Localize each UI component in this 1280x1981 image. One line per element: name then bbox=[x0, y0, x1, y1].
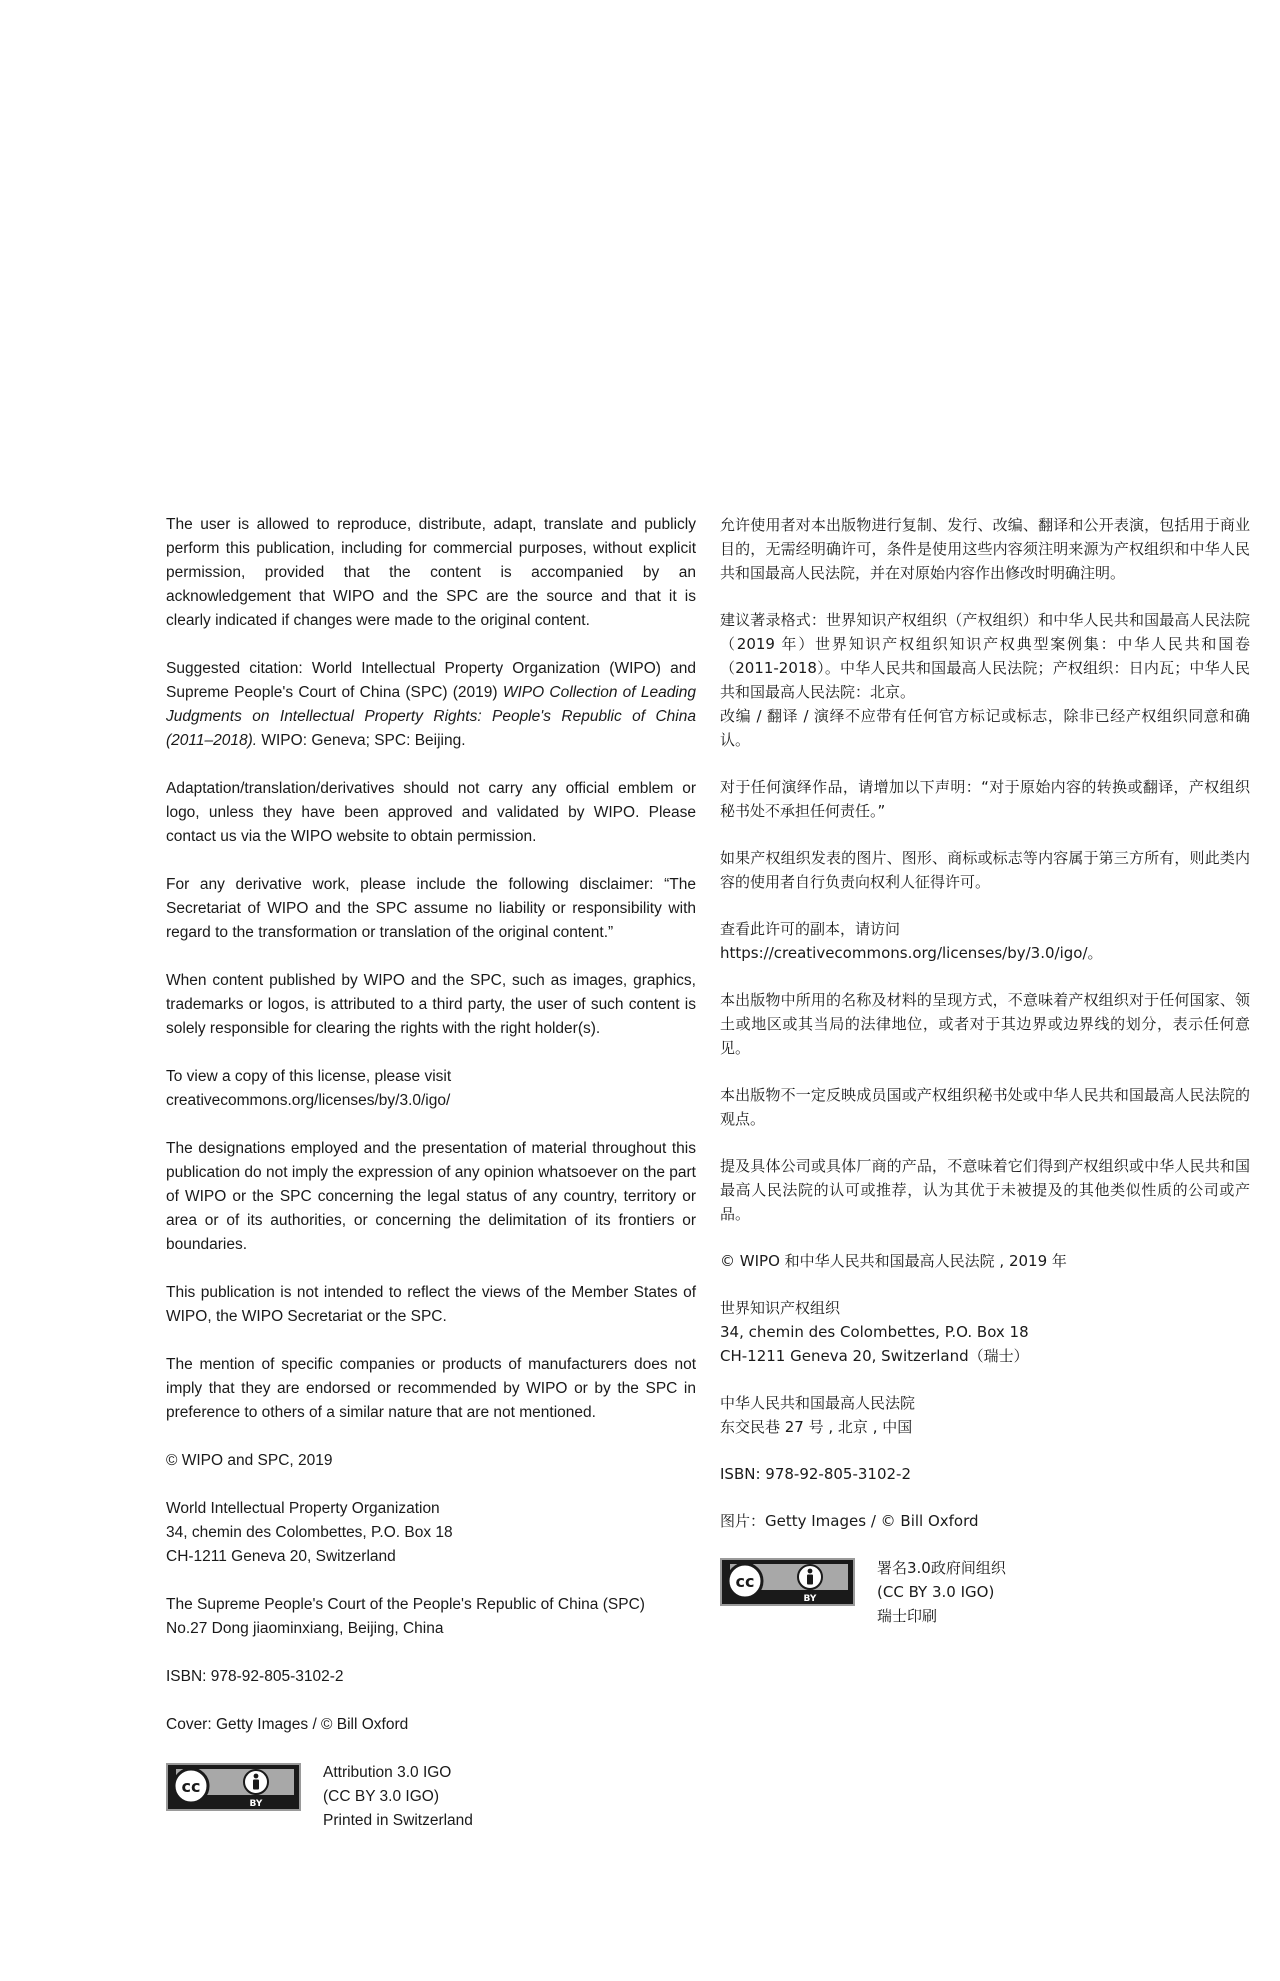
address-line: No.27 Dong jiaominxiang, Beijing, China bbox=[166, 1620, 444, 1637]
by-label: BY bbox=[803, 1594, 817, 1604]
address-line: 东交民巷 27 号 , 北京 , 中国 bbox=[720, 1418, 913, 1436]
third-party-notice: When content published by WIPO and the SPC, such as images, graphics, trademarks or logos, is attributed to a third party, the user of such content is solely responsible for clearing the rights with the right holder(s). bbox=[166, 972, 696, 1037]
address-line: World Intellectual Property Organization bbox=[166, 1500, 440, 1517]
third-party-notice: 如果产权组织发表的图片、图形、商标或标志等内容属于第三方所有，则此类内容的使用者自行负责向权利人征得许可。 bbox=[720, 849, 1250, 891]
citation-prefix: Suggested citation: World Intellectual Property Organization (WIPO) and Supreme People's Court of China (SPC) (2019) bbox=[166, 660, 696, 701]
cc-label: cc bbox=[181, 1777, 201, 1796]
spc-address bbox=[720, 1391, 1250, 1439]
cover-credit: 图片：Getty Images / © Bill Oxford bbox=[720, 1512, 979, 1530]
cc-label: cc bbox=[735, 1572, 755, 1591]
adaptation-notice: 改编 / 翻译 / 演绎不应带有任何官方标记或标志，除非已经产权组织同意和确认。 bbox=[720, 707, 1250, 749]
views-notice: 本出版物不一定反映成员国或产权组织秘书处或中华人民共和国最高人民法院的观点。 bbox=[720, 1086, 1250, 1128]
address-line: 34, chemin des Colombettes, P.O. Box 18 bbox=[166, 1524, 453, 1541]
mention-notice: The mention of specific companies or products of manufacturers does not imply that they are endorsed or recommended by WIPO or by the SPC in preference to others of a similar nature that are not mentioned. bbox=[166, 1356, 696, 1421]
cover-credit: Cover: Getty Images / © Bill Oxford bbox=[166, 1716, 409, 1733]
license-url: https://creativecommons.org/licenses/by/3.0/igo/。 bbox=[720, 944, 1103, 962]
cc-by-badge-icon bbox=[720, 1558, 855, 1606]
address-line: The Supreme People's Court of the People's Republic of China (SPC) bbox=[166, 1596, 645, 1613]
license-block bbox=[720, 1556, 1250, 1628]
view-license-notice bbox=[720, 917, 1250, 965]
license-line: Printed in Switzerland bbox=[323, 1812, 473, 1829]
wipo-address bbox=[166, 1497, 696, 1569]
adaptation-notice: Adaptation/translation/derivatives should not carry any official emblem or logo, unless they have been approved and validated by WIPO. Please contact us via the WIPO website to obtain permission. bbox=[166, 780, 696, 845]
view-license-text: 查看此许可的副本，请访问 bbox=[720, 920, 901, 938]
citation-suffix: WIPO: Geneva; SPC: Beijing. bbox=[257, 732, 466, 749]
spc-address bbox=[166, 1593, 696, 1641]
suggested-citation bbox=[166, 657, 696, 753]
isbn: ISBN: 978-92-805-3102-2 bbox=[720, 1465, 911, 1483]
suggested-citation: 建议著录格式：世界知识产权组织（产权组织）和中华人民共和国最高人民法院（2019 年）世界知识产权组织知识产权典型案例集：中华人民共和国卷（2011-2018）。中华人民共和国最高人民法院；产权组织：日内瓦；中华人民共和国最高人民法院：北京。 bbox=[720, 611, 1250, 701]
mention-notice: 提及具体公司或具体厂商的产品，不意味着它们得到产权组织或中华人民共和国最高人民法院的认可或推荐，认为其优于未被提及的其他类似性质的公司或产品。 bbox=[720, 1157, 1250, 1223]
views-notice: This publication is not intended to reflect the views of the Member States of WIPO, the WIPO Secretariat or the SPC. bbox=[166, 1284, 696, 1325]
derivative-disclaimer: For any derivative work, please include the following disclaimer: “The Secretariat of WIPO and the SPC assume no liability or responsibility with regard to the transformation or translation of the original content.” bbox=[166, 876, 696, 941]
license-line: 署名3.0政府间组织 bbox=[877, 1559, 1006, 1577]
license-line: 瑞士印刷 bbox=[877, 1607, 938, 1625]
address-line: 34, chemin des Colombettes, P.O. Box 18 bbox=[720, 1323, 1029, 1341]
license-block bbox=[166, 1761, 696, 1833]
designations-notice: The designations employed and the presentation of material throughout this publication do not imply the expression of any opinion whatsoever on the part of WIPO or the SPC concerning the legal status of any country, territory or area or of its authorities, or concerning the delimitation of its frontiers or boundaries. bbox=[166, 1140, 696, 1253]
copyright-notice: © WIPO 和中华人民共和国最高人民法院 , 2019 年 bbox=[720, 1252, 1067, 1270]
copyright-notice: © WIPO and SPC, 2019 bbox=[166, 1452, 333, 1469]
english-column bbox=[166, 513, 696, 1833]
address-line: CH-1211 Geneva 20, Switzerland（瑞士） bbox=[720, 1347, 1029, 1365]
cc-by-badge-icon bbox=[166, 1763, 301, 1811]
derivative-disclaimer: 对于任何演绎作品，请增加以下声明：“对于原始内容的转换或翻译，产权组织秘书处不承担任何责任。” bbox=[720, 778, 1250, 820]
license-text bbox=[323, 1761, 473, 1833]
license-permission-text: 允许使用者对本出版物进行复制、发行、改编、翻译和公开表演，包括用于商业目的，无需经明确许可，条件是使用这些内容须注明来源为产权组织和中华人民共和国最高人民法院，并在对原始内容作出修改时明确注明。 bbox=[720, 516, 1250, 582]
license-permission-text: The user is allowed to reproduce, distribute, adapt, translate and publicly perform this publication, including for commercial purposes, without explicit permission, provided that the content is accompanied by an acknowledgement that WIPO and the SPC are the source and that it is clearly indicated if changes were made to the original content. bbox=[166, 516, 696, 629]
license-line: (CC BY 3.0 IGO) bbox=[877, 1583, 995, 1601]
by-label: BY bbox=[249, 1799, 263, 1809]
chinese-column bbox=[720, 513, 1250, 1628]
address-line: CH-1211 Geneva 20, Switzerland bbox=[166, 1548, 396, 1565]
license-url: creativecommons.org/licenses/by/3.0/igo/ bbox=[166, 1092, 451, 1109]
designations-notice: 本出版物中所用的名称及材料的呈现方式，不意味着产权组织对于任何国家、领土或地区或其当局的法律地位，或者对于其边界或边界线的划分，表示任何意见。 bbox=[720, 991, 1250, 1057]
view-license-text: To view a copy of this license, please visit bbox=[166, 1068, 452, 1085]
license-line: (CC BY 3.0 IGO) bbox=[323, 1788, 439, 1805]
isbn: ISBN: 978-92-805-3102-2 bbox=[166, 1668, 344, 1685]
address-line: 世界知识产权组织 bbox=[720, 1299, 841, 1317]
address-line: 中华人民共和国最高人民法院 bbox=[720, 1394, 916, 1412]
view-license-notice bbox=[166, 1065, 696, 1113]
wipo-address bbox=[720, 1296, 1250, 1368]
license-text bbox=[877, 1556, 1006, 1628]
citation-title: WIPO Collection of Leading Judgments on Intellectual Property Rights: People's Republic of China (2011–2018). bbox=[166, 684, 696, 749]
license-line: Attribution 3.0 IGO bbox=[323, 1764, 452, 1781]
